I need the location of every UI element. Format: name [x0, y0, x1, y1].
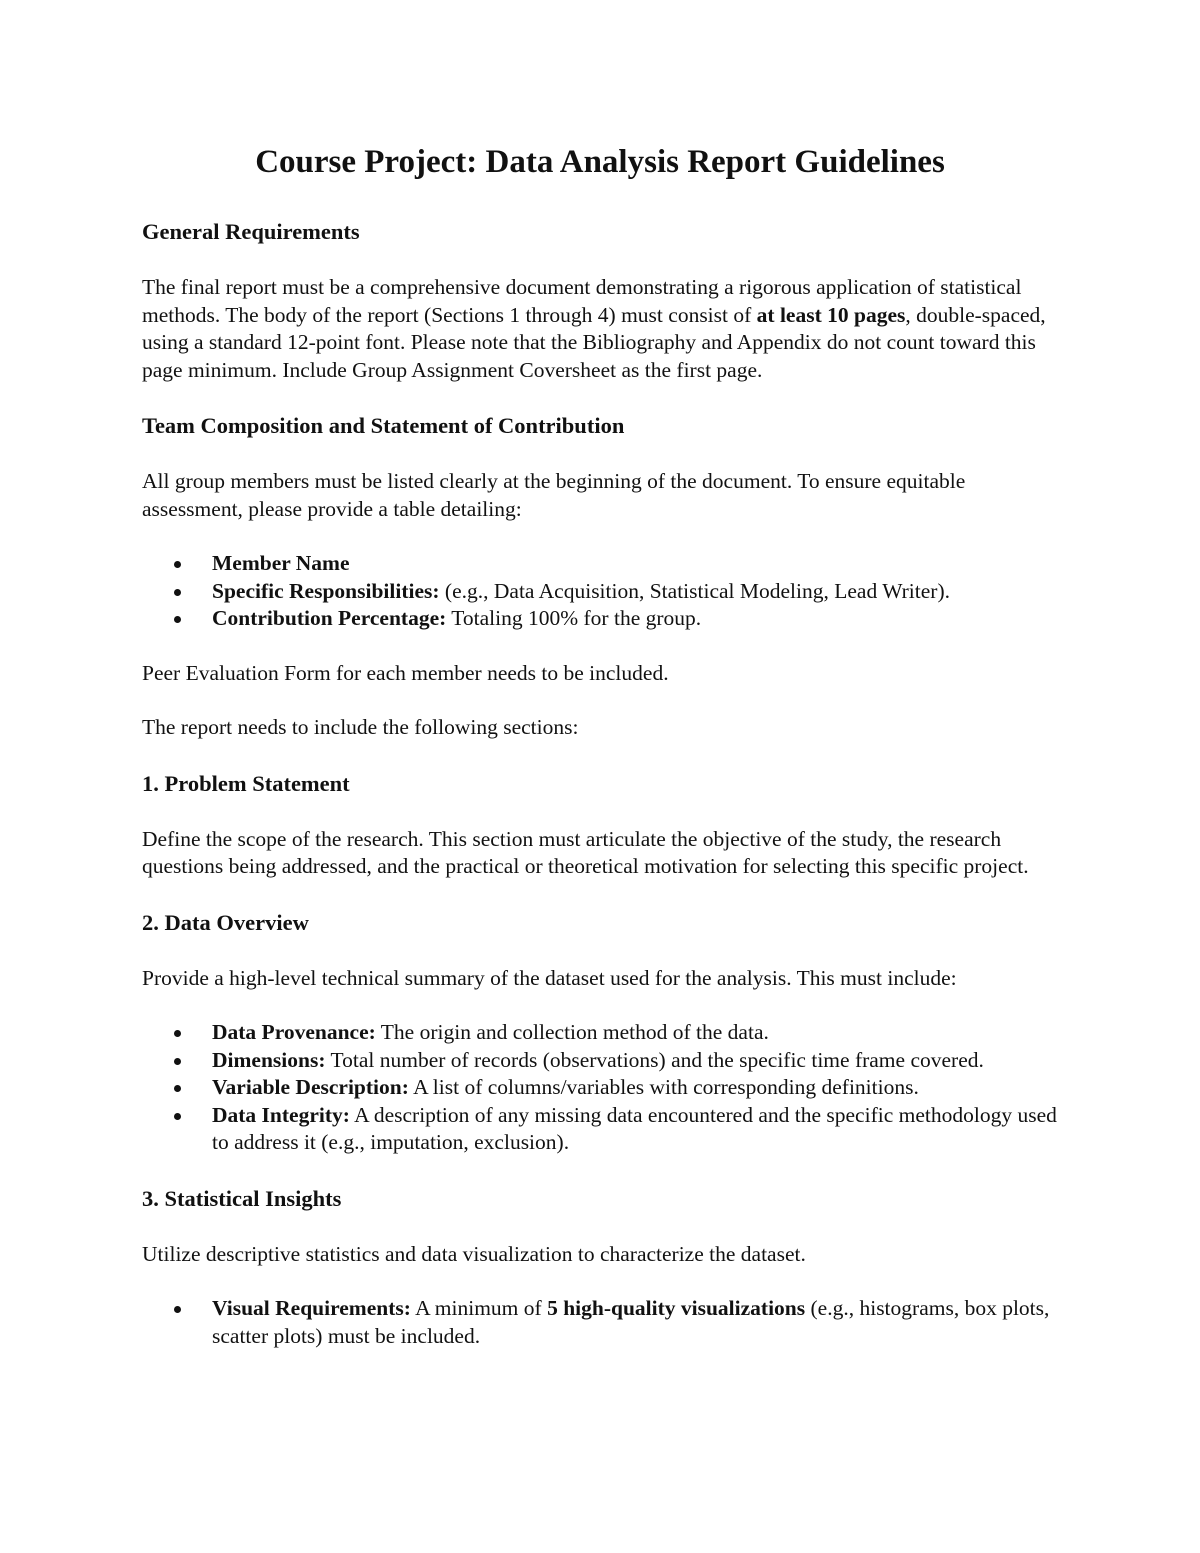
data-overview-list	[142, 1019, 1067, 1157]
list-item-label: Specific Responsibilities:	[212, 578, 440, 603]
list-item-text: Total number of records (observations) and the specific time frame covered.	[325, 1047, 984, 1072]
data-overview-intro: Provide a high-level technical summary of the dataset used for the analysis. This must include:	[142, 965, 957, 990]
list-item-label: Dimensions:	[212, 1047, 326, 1072]
list-item-text: Totaling 100% for the group.	[446, 606, 702, 630]
team-table-list	[142, 550, 1067, 633]
general-requirements-paragraph	[142, 274, 1067, 384]
list-item	[142, 605, 1067, 633]
problem-statement-paragraph: Define the scope of the research. This section must articulate the objective of the study, the research questions being addressed, and the practical or theoretical motivation for selecting this specific project.	[142, 826, 1029, 878]
list-item-text: A minimum of	[410, 1296, 548, 1320]
team-intro-paragraph: All group members must be listed clearly at the beginning of the document. To ensure equitable assessment, please provide a table detailing:	[142, 469, 966, 521]
list-item-text: A list of columns/variables with corresponding definitions.	[408, 1075, 919, 1099]
list-item	[142, 1047, 1067, 1075]
list-item	[142, 1102, 1067, 1157]
list-item-label: Data Provenance:	[212, 1020, 376, 1044]
statistical-insights-intro: Utilize descriptive statistics and data visualization to characterize the dataset.	[142, 1241, 806, 1266]
list-item-label: Data Integrity:	[212, 1102, 350, 1127]
general-text-part1: The final report must be a comprehensive document demonstrating a rigorous application of statistical methods. The body of the report (Sections 1 through 4) must consist of	[142, 275, 1022, 327]
problem-statement-heading: 1. Problem Statement	[142, 770, 350, 796]
statistical-insights-heading: 3. Statistical Insights	[142, 1185, 342, 1211]
team-composition-heading: Team Composition and Statement of Contribution	[142, 413, 625, 438]
general-text-bold: at least 10 pages	[756, 302, 906, 327]
sections-intro-paragraph: The report needs to include the following sections:	[142, 715, 579, 739]
list-item-text-end: (e.g., histograms, box plots, scatter plots) must be included.	[212, 1296, 1050, 1348]
document-title: Course Project: Data Analysis Report Guidelines	[255, 144, 945, 180]
document-page	[142, 140, 1067, 1377]
list-item-label: Contribution Percentage:	[212, 606, 447, 630]
list-item-label: Variable Description:	[212, 1075, 409, 1099]
list-item-text: A description of any missing data encountered and the specific methodology used to address it (e.g., imputation, exclusion).	[212, 1102, 1057, 1154]
statistical-insights-list	[142, 1295, 1067, 1350]
list-item-text: The origin and collection method of the data.	[375, 1020, 769, 1044]
data-overview-heading: 2. Data Overview	[142, 909, 309, 935]
list-item	[142, 578, 1067, 606]
general-requirements-heading: General Requirements	[142, 219, 360, 244]
list-item	[142, 1295, 1067, 1350]
list-item	[142, 1019, 1067, 1047]
list-item-label: Member Name	[212, 551, 350, 575]
list-item-label: Visual Requirements:	[212, 1296, 411, 1320]
list-item	[142, 1074, 1067, 1102]
peer-evaluation-paragraph: Peer Evaluation Form for each member needs to be included.	[142, 660, 669, 685]
list-item	[142, 550, 1067, 578]
list-item-bold-text: 5 high-quality visualizations	[547, 1296, 806, 1320]
general-text-part2: , double-spaced, using a standard 12-point font. Please note that the Bibliography and Appendix do not count toward this page minimum. Include Group Assignment Coversheet as the first page.	[142, 302, 1046, 382]
list-item-text: (e.g., Data Acquisition, Statistical Modeling, Lead Writer).	[439, 578, 950, 603]
